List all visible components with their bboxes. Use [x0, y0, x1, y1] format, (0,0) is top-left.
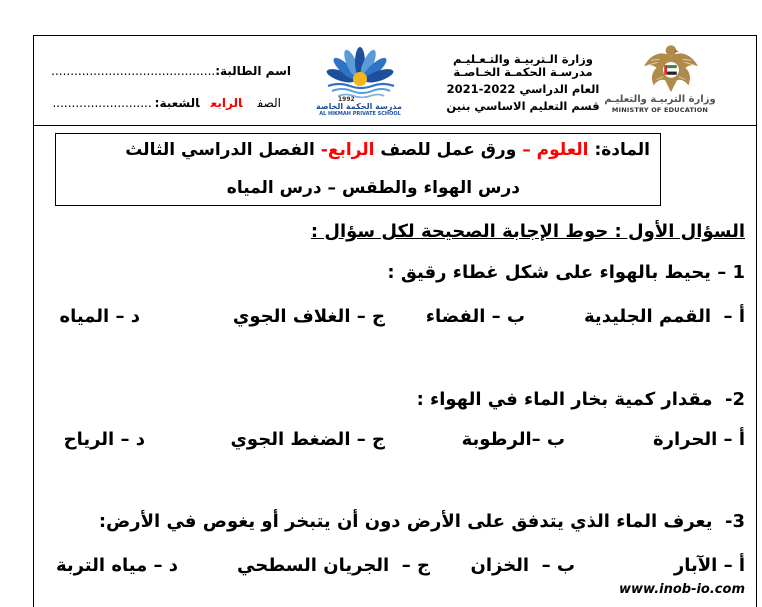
school-founded-year: 1992 [338, 96, 355, 103]
student-name-label: اسم الطالبة: [215, 64, 291, 78]
header-divider [33, 125, 757, 126]
header-department-line: قسم التعليم الاساسي بنين [446, 99, 600, 113]
uae-emblem-icon [642, 41, 700, 95]
school-logo-name-english: AL HIKMAH PRIVATE SCHOOL [319, 111, 401, 117]
term-label: الفصل الدراسي الثالث [125, 140, 315, 160]
ministry-name-arabic: وزارة التربيـة والتعليـم [604, 94, 716, 105]
section-blank: .......................... [52, 96, 152, 110]
question-3-text: 3- يعرف الماء الذي يتدفق على الأرض دون أن يتبخر أو يغوص في الأرض: [98, 511, 745, 532]
q3-option-a: أ – الآبار [673, 555, 745, 576]
q3-option-c: ج – الجريان السطحي [237, 555, 430, 576]
student-class-line [52, 95, 281, 111]
subject-box [55, 133, 661, 206]
grade-label: الصف [257, 96, 281, 110]
q2-option-a: أ – الحرارة [653, 429, 745, 450]
q1-option-d: د – المياه [59, 306, 140, 327]
q1-option-b: ب – الفضاء [425, 306, 525, 327]
q3-option-d: د – مياه التربة [55, 555, 178, 576]
school-logo-name-arabic: مدرسة الحكمة الخاصة [316, 102, 402, 111]
header-school-line: مدرسـة الحكمـة الخـاصـة [453, 65, 593, 79]
q2-option-c: ج – الضغط الجوي [230, 429, 385, 450]
question-1-text: 1 – يحيط بالهواء على شكل غطاء رقيق : [387, 262, 745, 283]
ministry-logo-text [604, 93, 716, 115]
subject-value: العلوم – [522, 140, 589, 160]
header-ministry-line: وزارة الـتربيـة والتـعـليـم [453, 52, 593, 66]
question-2-text: 2- مقدار كمية بخار الماء في الهواء : [416, 389, 745, 410]
q2-option-d: د – الرياح [63, 429, 145, 450]
grade-value: الرابع [210, 96, 243, 110]
worksheet-label: ورق عمل للصف [380, 140, 517, 160]
ministry-name-english: MINISTRY OF EDUCATION [611, 106, 709, 114]
section-label: الشعبة: [154, 96, 200, 110]
website-watermark: www.inob-io.com [619, 582, 745, 597]
lessons-line: درس الهواء والطقس – درس المياه [226, 178, 520, 198]
school-lotus-logo-icon [318, 42, 402, 98]
q2-option-b: ب –الرطوبة [461, 429, 565, 450]
student-name-line [51, 63, 291, 79]
section-title: السؤال الأول : حوط الإجابة الصحيحة لكل سؤال : [310, 221, 745, 242]
subject-label: المادة: [594, 140, 650, 160]
q3-option-b: ب – الخزان [470, 555, 575, 576]
q1-option-c: ج – الغلاف الجوي [232, 306, 385, 327]
student-name-blank: ........................................... [51, 64, 216, 78]
subject-grade-value: الرابع- [320, 140, 375, 160]
header-year-line: العام الدراسي 2022-2021 [446, 82, 600, 96]
q1-option-a: أ – القمم الجليدية [584, 306, 745, 327]
subject-line [125, 138, 650, 162]
